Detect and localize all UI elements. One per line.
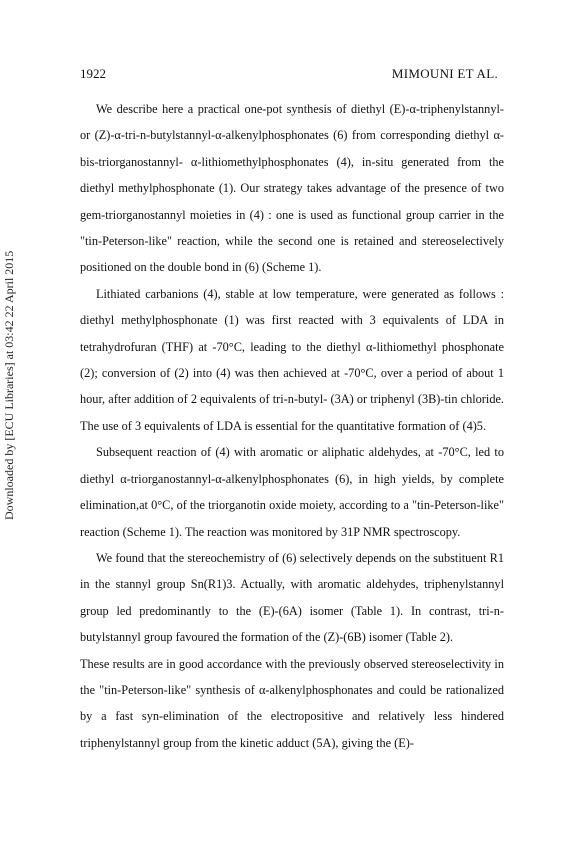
paragraph-1: We describe here a practical one-pot synthesis of diethyl (E)-α-triphenylstannyl- or (Z)-α-tri-n-butylstannyl-α-alkenylphosphonates (6) from corresponding diethyl α-bis-triorganostannyl- α-lithiomethylphosphonates (4), in-situ generated from the diethyl methylphosphonate (1). Our strategy takes advantage of the presence of two gem-triorganostannyl moieties in (4) : one is used as functional group carrier in the "tin-Peterson-like" reaction, while the second one is retained and stereoselectively positioned on the double bond in (6) (Scheme 1). xyxy=(80,102,504,275)
article-body xyxy=(80,96,504,756)
paragraph-3: Subsequent reaction of (4) with aromatic or aliphatic aldehydes, at -70°C, led to diethyl α-triorganostannyl-α-alkenylphosphonates (6), in high yields, by complete elimination,at 0°C, of the triorganotin oxide moiety, according to a "tin-Peterson-like" reaction (Scheme 1). The reaction was monitored by 31P NMR spectroscopy. xyxy=(80,445,504,539)
running-head: MIMOUNI ET AL. xyxy=(391,66,498,81)
page-number: 1922 xyxy=(80,66,106,81)
paragraph-4: We found that the stereochemistry of (6) selectively depends on the substituent R1 in the stannyl group Sn(R1)3. Actually, with aromatic aldehydes, triphenylstannyl group led predominantly to the (E)-(6A) isomer (Table 1). In contrast, tri-n-butylstannyl group favoured the formation of the (Z)-(6B) isomer (Table 2). xyxy=(80,550,504,645)
paragraph-5: These results are in good accordance with the previously observed stereoselectivity in the "tin-Peterson-like" synthesis of α-alkenylphosphonates and could be rationalized by a fast syn-elimination of the electropositive and relatively less hindered triphenylstannyl group from the kinetic adduct (5A), giving the (E)- xyxy=(80,656,504,750)
download-watermark: Downloaded by [ECU Libraries] at 03:42 22 April 2015 xyxy=(2,250,16,520)
paragraph-2: Lithiated carbanions (4), stable at low temperature, were generated as follows : diethyl methylphosphonate (1) was first reacted with 3 equivalents of LDA in tetrahydrofuran (THF) at -70°C, leading to the diethyl α-lithiomethyl phosphonate (2); conversion of (2) into (4) was then achieved at -70°C, over a period of about 1 hour, after addition of 2 equivalents of tri-n-butyl- (3A) or triphenyl (3B)-tin chloride. The use of 3 equivalents of LDA is essential for the quantitative formation of (4)5. xyxy=(80,286,504,433)
